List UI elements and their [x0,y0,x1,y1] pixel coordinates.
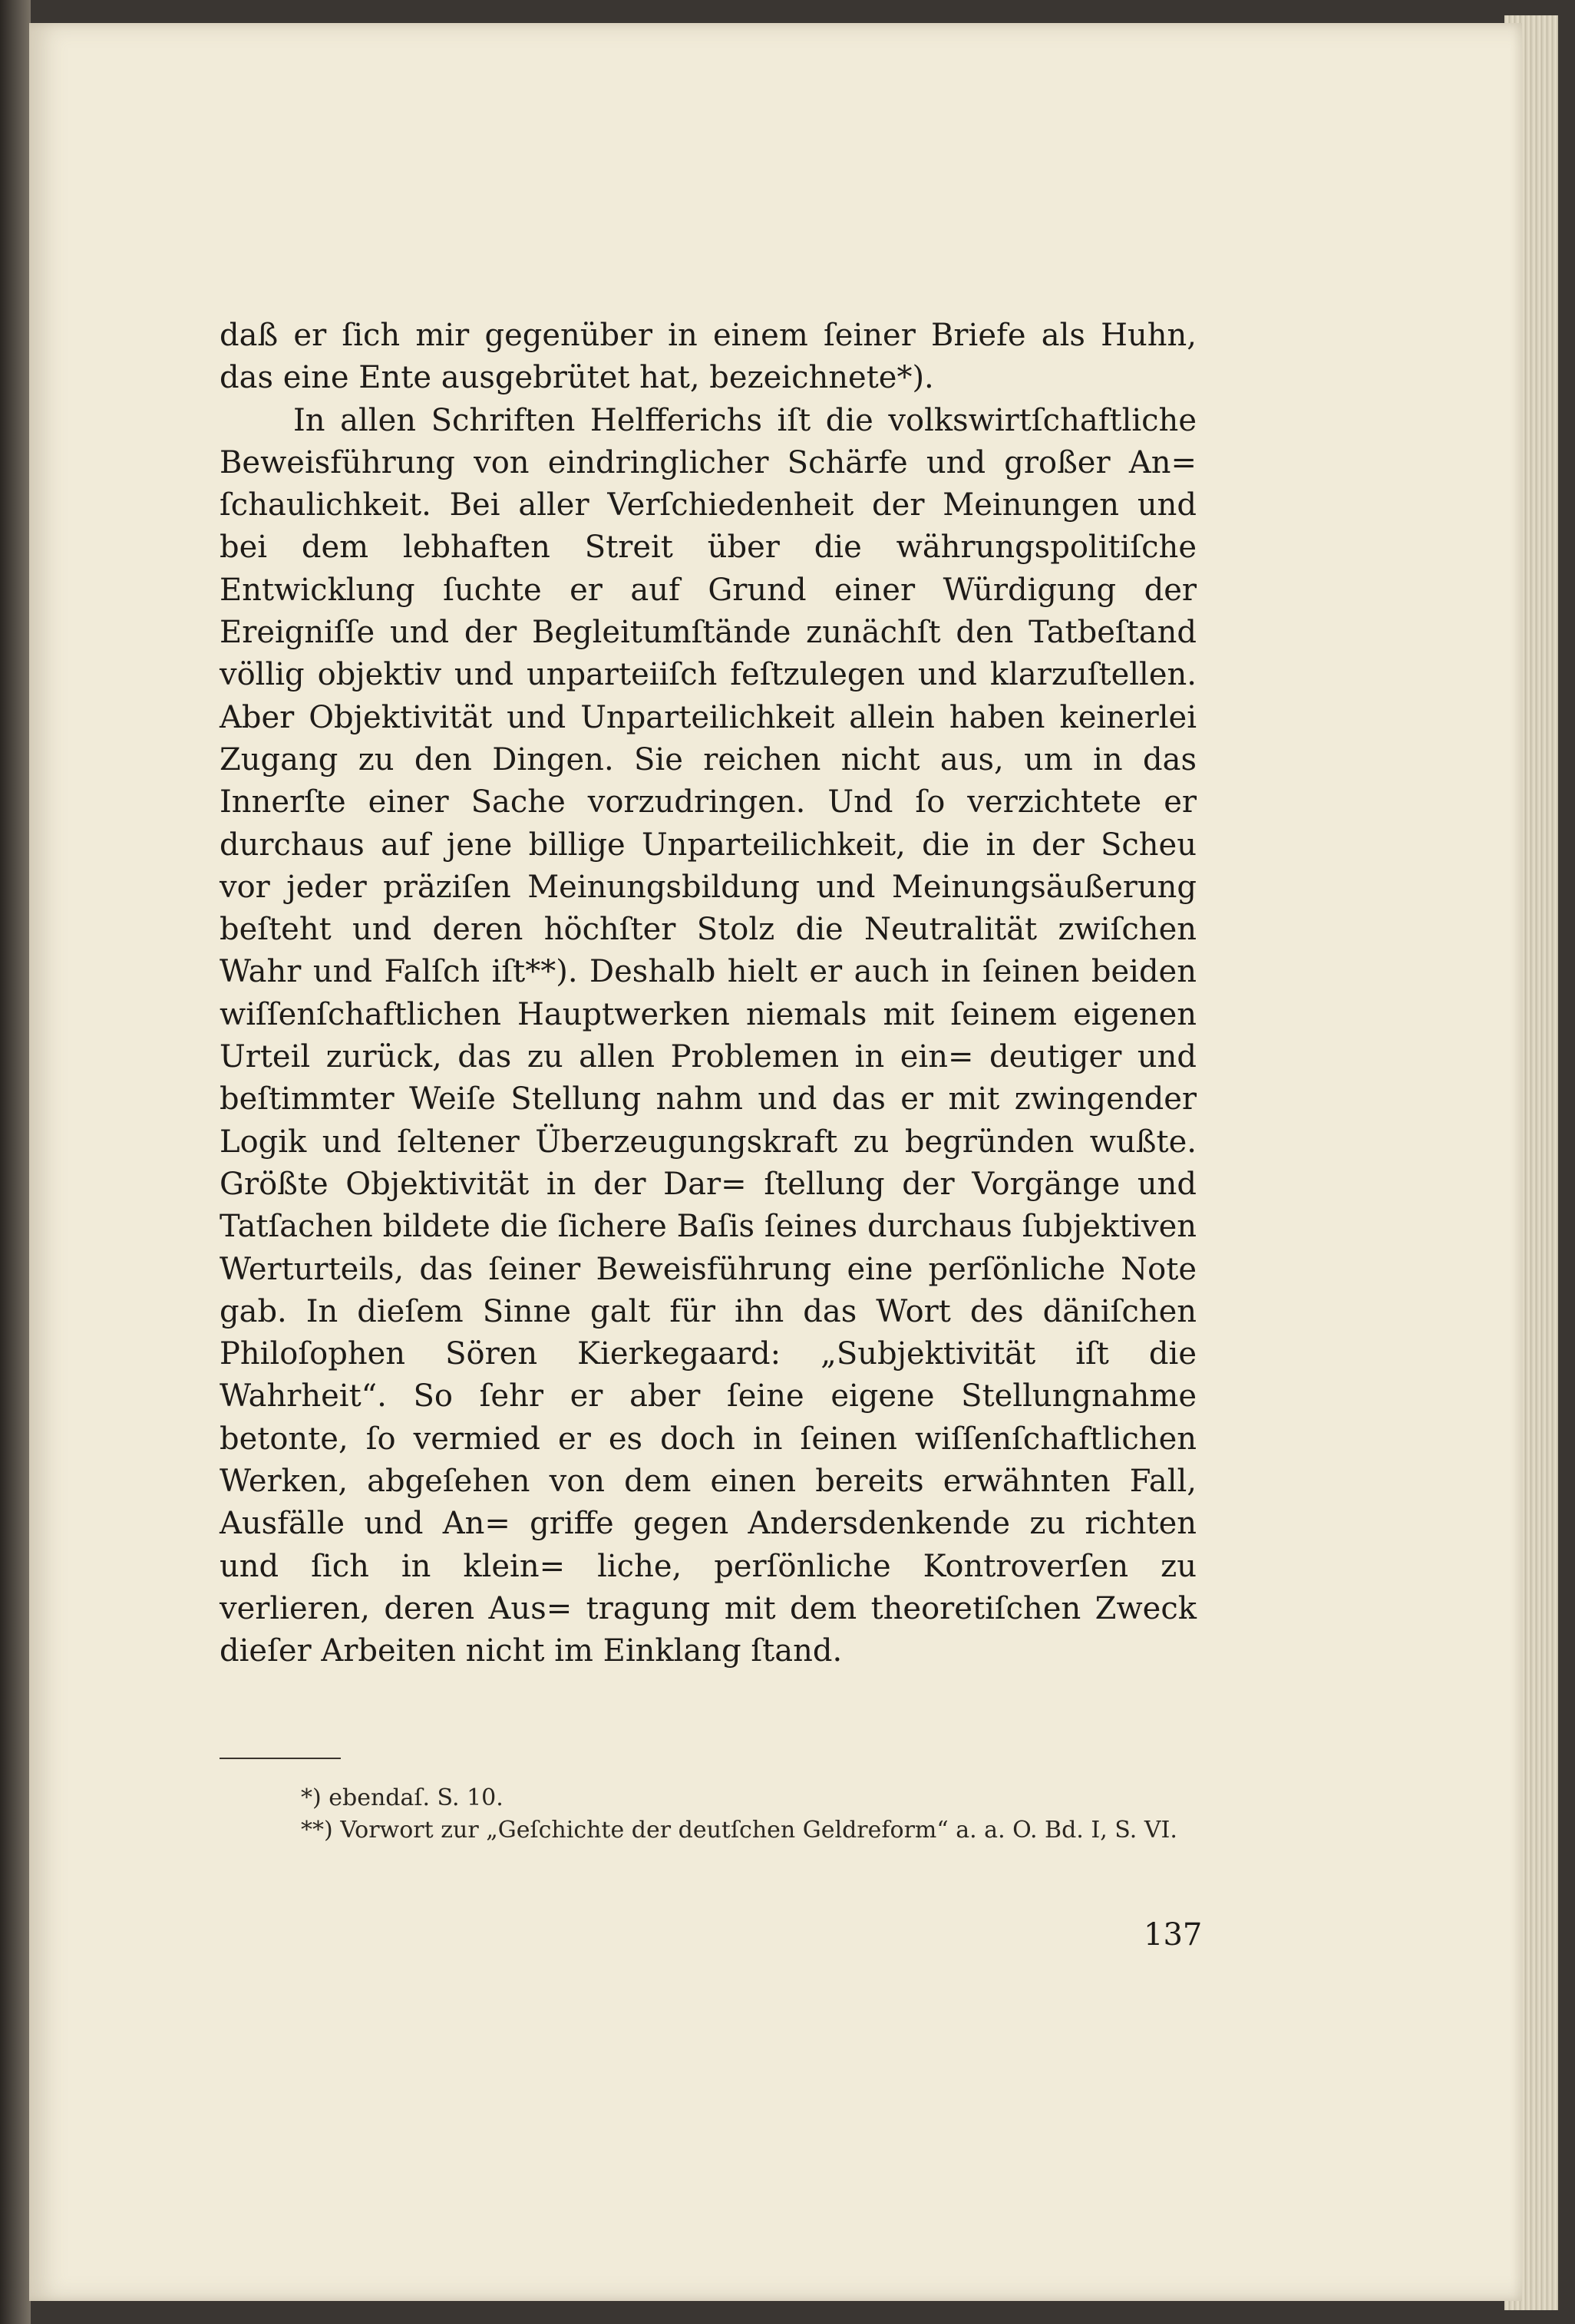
paragraph-2: In allen Schriften Helfferichs iſt die volkswirtſchaftliche Beweisführung von eindringlicher Schärfe und großer An= ſchaulichkeit. Bei aller Verſchiedenheit der Meinungen und bei dem lebhaften Streit über die währungspolitiſche Entwicklung ſuchte er auf Grund einer Würdigung der Ereigniſſe und der Begleitumſtände zunächſt den Tatbeſtand völlig objektiv und unparteiiſch feſtzulegen und klarzuſtellen. Aber Objektivität und Unparteilichkeit allein haben keinerlei Zugang zu den Dingen. Sie reichen nicht aus, um in das Innerſte einer Sache vorzudringen. Und ſo verzichtete er durchaus auf jene billige Unparteilichkeit, die in der Scheu vor jeder präziſen Meinungsbildung und Meinungsäußerung beſteht und deren höchſter Stolz die Neutralität zwiſchen Wahr und Falſch iſt**). Deshalb hielt er auch in ſeinen beiden wiſſenſchaftlichen Hauptwerken niemals mit ſeinem eigenen Urteil zurück, das zu allen Problemen in ein= deutiger und beſtimmter Weiſe Stellung nahm und das er mit zwingender Logik und ſeltener Überzeugungskraft zu begründen wußte. Größte Objektivität in der Dar= ſtellung der Vorgänge und Tatſachen bildete die ſichere Baſis ſeines durchaus ſubjektiven Werturteils, das ſeiner Beweisführung eine perſönliche Note gab. In dieſem Sinne galt für ihn das Wort des däniſchen Philoſophen Sören Kierkegaard: „Subjektivität iſt die Wahrheit“. So ſehr er aber ſeine eigene Stellungnahme betonte, ſo vermied er es doch in ſeinen wiſſenſchaftlichen Werken, abgeſehen von dem einen bereits erwähnten Fall, Ausfälle und An= griffe gegen Andersdenkende zu richten und ſich in klein= liche, perſönliche Kontroverſen zu verlieren, deren Aus= tragung mit dem theoretiſchen Zweck dieſer Arbeiten nicht im Einklang ſtand. [220,402,1197,1669]
paragraph-1: daß er ſich mir gegenüber in einem ſeiner Briefe als Huhn, das eine Ente ausgebrütet hat, bezeichnete*). [220,318,1197,396]
body-text [220,315,1197,1673]
page-number: 137 [1144,1917,1203,1953]
footnotes [220,1782,1197,1847]
footnote-rule [220,1758,341,1759]
footnote-1: *) ebendaſ. S. 10. [301,1784,504,1811]
footnote-2: **) Vorwort zur „Geſchichte der deutſchen Geldreform“ a. a. O. Bd. I, S. VI. [301,1817,1177,1844]
book-spine-shadow [0,0,31,2324]
